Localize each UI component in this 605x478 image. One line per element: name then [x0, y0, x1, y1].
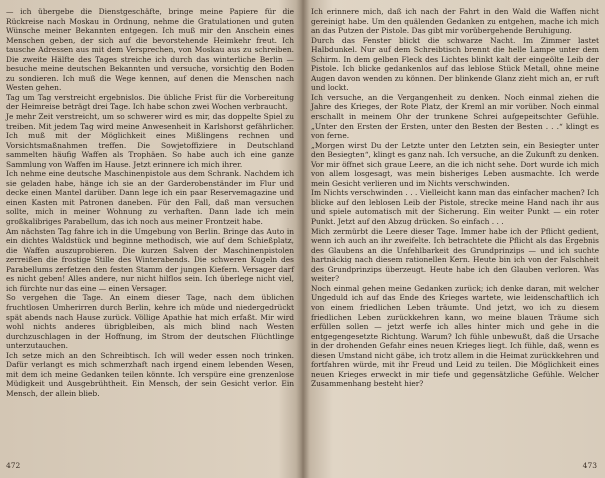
paragraph: Noch einmal gehen meine Gedanken zurück; ich denke daran, mit welcher Ungeduld ich auf das Ende des Krieges wartete, wie leidenschaftlich ich von einem friedlichen Leben träumte. Und jetzt, wo ich zu diesem friedlichen Leben zurückkehren kann, wo meine blauen Träume sich erfüllen sollen — jetzt werfe ich alles hinter mich und gehe in die entgegengesetzte Richtung. Warum? Ich fühle unbewußt, daß die Ursache in der drohenden Gefahr eines neuen Krieges liegt. Ich fühle, daß, wenn es diesen Umstand nicht gäbe, ich trotz allem in die Heimat zurückkehren und fortfahren würde, mit ihr Freud und Leid zu teilen. Die Möglichkeit eines neuen Krieges erweckt in mir tiefe und gegensätzliche Gefühle. Welcher Zusammenhang besteht hier?: [311, 283, 599, 389]
paragraph: Mich zermürbt die Leere dieser Tage. Immer habe ich der Pflicht gedient, wenn ich auch an ihr zweifelte. Ich betrachtete die Pflicht als das Ergebnis des Glaubens an die Unfehlbarkeit des Grundprinzips — und ich suchte hartnäckig nach diesem rationellen Kern. Heute bin ich von der Falschheit des Grundprinzips überzeugt. Heute habe ich den Glauben verloren. Was weiter?: [311, 226, 599, 284]
page-number-left: 472: [6, 461, 21, 470]
paragraph: Ich setze mich an den Schreibtisch. Ich will weder essen noch trinken. Dafür verlangt es mich schmerzhaft nach irgend einem lebenden Wesen, mit dem ich meine Gedanken teilen könnte. Ich verspüre eine grenzenlose Müdigkeit und Ausgebrühtheit. Ein Mensch, der sein Gesicht verlor. Ein Mensch, der allein blieb.: [6, 350, 294, 398]
paragraph: So vergehen die Tage. An einem dieser Tage, nach dem üblichen fruchtlosen Umherirren durch Berlin, kehre ich müde und niedergedrückt spät abends nach Hause zurück. Völlige Apathie hat mich erfaßt. Mir wird wohl nichts anderes übrigbleiben, als mich blind nach Westen durchzuschlagen in der Hoffnung, im Strom der deutschen Flüchtlinge unterzutauchen.: [6, 293, 294, 351]
left-page: [0, 0, 302, 478]
paragraph: Durch das Fenster blickt die schwarze Nacht. Im Zimmer lastet Halbdunkel. Nur auf dem Schreibtisch brennt die helle Lampe unter dem Schirm. In dem gelben Fleck des Lichtes blinkt kalt der eingeölte Leib der Pistole. Ich blicke gedankenlos auf das leblose Stück Metall, ohne meine Augen davon wenden zu können. Der blinkende Glanz zieht mich an, er ruft und lockt.: [311, 35, 599, 93]
page-number-right: 473: [582, 461, 597, 470]
paragraph: — ich übergebe die Dienstgeschäfte, bringe meine Papiere für die Rückreise nach Moskau in Ordnung, nehme die Gratulationen und guten Wünsche meiner Bekannten entgegen. Ich muß mir den Anschein eines Menschen geben, der sich auf die bevorstehende Heimkehr freut. Ich tausche Adressen aus mit dem Versprechen, von Moskau aus zu schreiben. Die zweite Hälfte des Tages streiche ich durch das winterliche Berlin — besuche meine deutschen Bekannten und versuche, vorsichtig den Boden zu sondieren. Ich muß die Wege kennen, auf denen die Menschen nach Westen gehen.: [6, 7, 294, 93]
right-page: [303, 0, 605, 478]
paragraph: Tag um Tag verstreicht ergebnislos. Die übliche Frist für die Vorbereitung der Heimreise beträgt drei Tage. Ich habe schon zwei Wochen verbraucht.: [6, 92, 294, 112]
paragraph: Im Nichts verschwinden . . . Vielleicht kann man das einfacher machen? Ich blicke auf den leblosen Leib der Pistole, strecke meine Hand nach ihr aus und spiele automatisch mit der Sicherung. Ein weiter Punkt — ein roter Punkt. Jetzt auf den Abzug drücken. So einfach . . .: [311, 188, 599, 227]
right-page-text: [311, 7, 599, 389]
paragraph: „Morgen wirst Du der Letzte unter den Letzten sein, ein Besiegter unter den Besiegten“, klingt es ganz nah. Ich versuche, an die Zukunft zu denken. Vor mir öffnet sich graue Leere, an die ich nicht sehe. Dort wurde ich mich von allem losgesagt, was mein bisheriges Leben ausmachte. Ich werde mein Gesicht verlieren und im Nichts verschwinden.: [311, 140, 599, 188]
paragraph: Ich versuche, an die Vergangenheit zu denken. Noch einmal ziehen die Jahre des Krieges, der Rote Platz, der Kreml an mir vorüber. Noch einmal erschallt in meinem Ohr der trunkene Schrei aufgepeitschter Gefühle. „Unter den Ersten der Ersten, unter den Besten der Besten . . .“ klingt es von ferne.: [311, 92, 599, 141]
paragraph: Am nächsten Tag fahre ich in die Umgebung von Berlin. Bringe das Auto in ein dichtes Waldstück und beginne methodisch, wie auf dem Schießplatz, die Waffen auszuprobieren. Die kurzen Salven der Maschinenpistolen zerreißen die frostige Stille des Winterabends. Die schweren Kugeln des Parabellums zerfetzen den festen Stamm der jungen Kiefern. Versager darf es nicht geben! Alles andere, nur nicht hilflos sein. Ich überlege nicht viel, ich fürchte nur das eine — einen Versager.: [6, 226, 294, 293]
paragraph: Je mehr Zeit verstreicht, um so schwerer wird es mir, das doppelte Spiel zu treiben. Mit jedem Tag wird meine Anwesenheit in Karlshorst gefährlicher. Ich muß mit der Möglichkeit eines Mißlingens rechnen und Vorsichtsmaßnahmen treffen. Die Sowjetoffiziere in Deutschland sammelten häufig Waffen als Trophäen. So habe auch ich eine ganze Sammlung von Waffen im Hause. Jetzt erinnere ich mich ihrer.: [6, 112, 294, 169]
paragraph: Ich nehme eine deutsche Maschinenpistole aus dem Schrank. Nachdem ich sie geladen habe, hänge ich sie an der Garderobenständer im Flur und decke einen Mantel darüber. Dann lege ich ein paar Reservemagazine und einen Kasten mit Patronen daneben. Für den Fall, daß man versuchen sollte, mich in meiner Wohnung zu verhaften. Dann lade ich mein großkalibriges Parabellum, das ich noch aus meiner Frontzeit habe.: [6, 169, 294, 227]
paragraph: Ich erinnere mich, daß ich nach der Fahrt in den Wald die Waffen nicht gereinigt habe. Um den quälenden Gedanken zu entgehen, mache ich mich an das Putzen der Pistole. Das gibt mir vorübergehende Beruhigung.: [311, 7, 599, 36]
left-page-text: [6, 7, 294, 398]
